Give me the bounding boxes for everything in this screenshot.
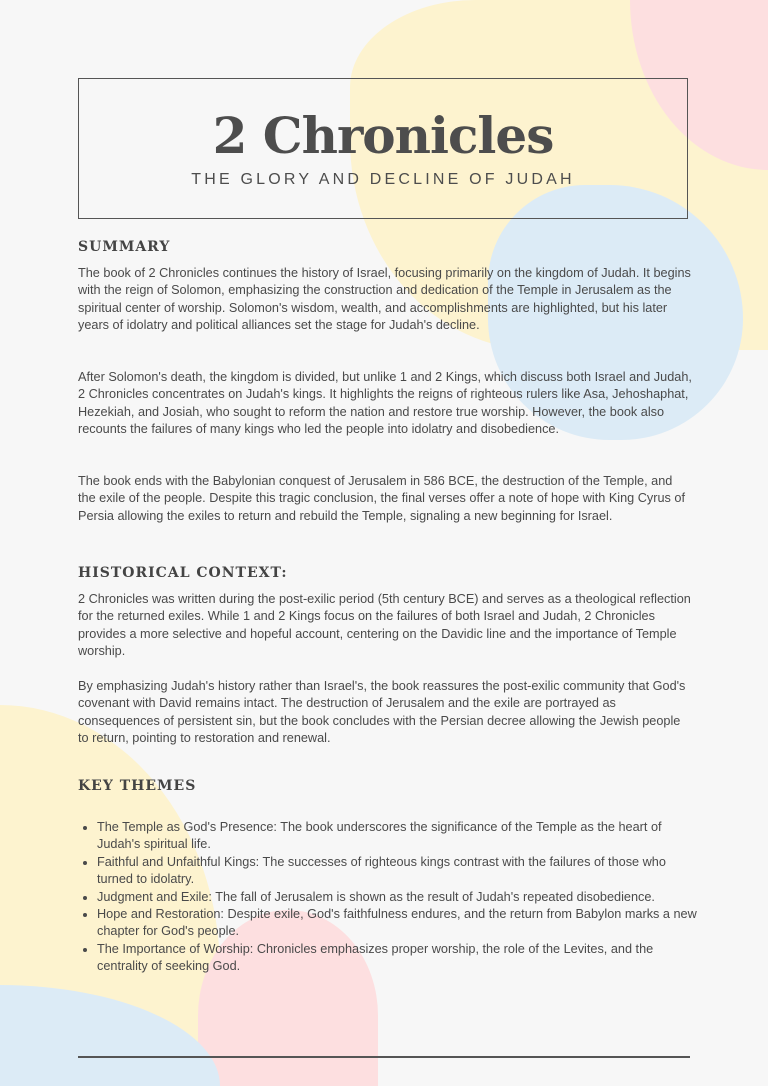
summary-paragraph: The book of 2 Chronicles continues the history of Israel, focusing primarily on the kingdom of Judah. It begins with the reign of Solomon, emphasizing the construction and dedication of the Temple in Jerusalem as the spiritual center of worship. Solomon's wisdom, wealth, and accomplishments are highlighted, but his later years of idolatry and political alliances set the stage for Judah's decline. (78, 266, 691, 333)
summary-paragraph: After Solomon's death, the kingdom is divided, but unlike 1 and 2 Kings, which discuss both Israel and Judah, 2 Chronicles concentrates on Judah's kings. It highlights the reigns of righteous rulers like Asa, Jehoshaphat, Hezekiah, and Josiah, who sought to reform the nation and restore true worship. However, the book also recounts the failures of many kings who led the people into idolatry and disobedience. (78, 370, 692, 437)
footer-divider (78, 1056, 690, 1058)
list-item: • Faithful and Unfaithful Kings: The successes of righteous kings contrast with the failures of those who turned to idolatry. (97, 854, 697, 889)
historical-context-heading: HISTORICAL CONTEXT: (78, 565, 288, 581)
list-item: • The Importance of Worship: Chronicles emphasizes proper worship, the role of the Levites, and the centrality of seeking God. (97, 941, 697, 976)
page-subtitle: THE GLORY AND DECLINE OF JUDAH (191, 171, 575, 188)
list-item: • Judgment and Exile: The fall of Jerusalem is shown as the result of Judah's repeated disobedience. (97, 889, 697, 906)
summary-paragraph: The book ends with the Babylonian conquest of Jerusalem in 586 BCE, the destruction of the Temple, and the exile of the people. Despite this tragic conclusion, the final verses offer a note of hope with King Cyrus of Persia allowing the exiles to return and rebuild the Temple, signaling a new beginning for Israel. (78, 474, 685, 523)
title-box (78, 78, 688, 219)
key-themes-heading: KEY THEMES (78, 778, 197, 794)
summary-heading: SUMMARY (78, 239, 171, 255)
key-themes-list (78, 819, 697, 976)
list-item: • Hope and Restoration: Despite exile, God's faithfulness endures, and the return from Babylon marks a new chapter for God's people. (97, 906, 697, 941)
page-title: 2 Chronicles (212, 106, 554, 165)
historical-paragraph: 2 Chronicles was written during the post-exilic period (5th century BCE) and serves as a theological reflection for the returned exiles. While 1 and 2 Kings focus on the failures of both Israel and Judah, 2 Chronicles provides a more selective and hopeful account, centering on the Davidic line and the importance of Temple worship. (78, 592, 691, 659)
list-item: • The Temple as God's Presence: The book underscores the significance of the Temple as the heart of Judah's spiritual life. (97, 819, 697, 854)
historical-paragraph: By emphasizing Judah's history rather than Israel's, the book reassures the post-exilic community that God's covenant with David remains intact. The destruction of Jerusalem and the exile are portrayed as consequences of persistent sin, but the book concludes with the Persian decree allowing the Jewish people to return, pointing to restoration and renewal. (78, 679, 686, 746)
